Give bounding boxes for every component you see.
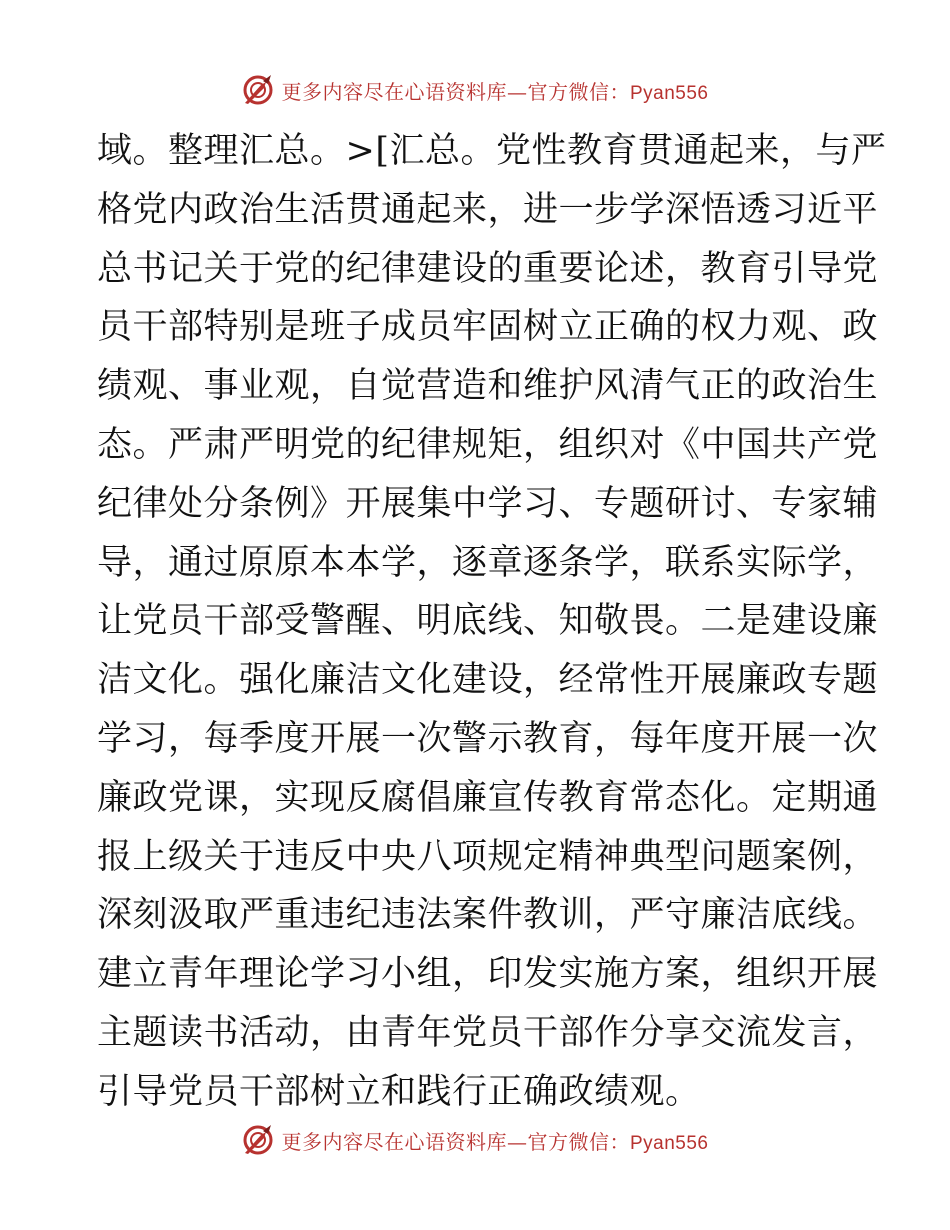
body-line: 导，通过原原本本学，逐章逐条学，联系实际学， <box>97 542 879 583</box>
body-line: 域。整理汇总。>[汇总。党性教育贯通起来，与严 <box>97 131 887 171</box>
body-line: 格党内政治生活贯通起来，进一步学深悟透习近平 <box>97 189 879 230</box>
body-line: 总书记关于党的纪律建设的重要论述，教育引导党 <box>97 248 879 289</box>
banner-wechat-id: Pyan556 <box>629 82 709 104</box>
body-line: 让党员干部受警醒、明底线、知敬畏。二是建设廉 <box>97 601 879 642</box>
body-line: 廉政党课，实现反腐倡廉宣传教育常态化。定期通 <box>97 777 879 818</box>
body-line: 报上级关于违反中央八项规定精神典型问题案例， <box>97 836 879 877</box>
quill-pen-circle-icon <box>241 1123 275 1157</box>
banner-wechat-id: Pyan556 <box>629 1132 709 1154</box>
body-line: 绩观、事业观，自觉营造和维护风清气正的政治生 <box>97 366 879 407</box>
body-line: 洁文化。强化廉洁文化建设，经常性开展廉政专题 <box>97 660 879 701</box>
body-line: 学习，每季度开展一次警示教育，每年度开展一次 <box>97 718 879 759</box>
banner-text <box>281 1126 708 1155</box>
body-line: 建立青年理论学习小组，印发实施方案，组织开展 <box>97 954 879 995</box>
body-line: 态。严肃严明党的纪律规矩，组织对《中国共产党 <box>97 424 879 465</box>
body-line: 深刻汲取严重违纪违法案件教训，严守廉洁底线。 <box>97 895 879 936</box>
body-line: 员干部特别是班子成员牢固树立正确的权力观、政 <box>97 307 879 348</box>
quill-pen-circle-icon <box>241 73 275 107</box>
body-line: 主题读书活动，由青年党员干部作分享交流发言， <box>97 1012 879 1053</box>
body-line: 引导党员干部树立和践行正确政绩观。 <box>97 1071 701 1112</box>
body-line: 纪律处分条例》开展集中学习、专题研讨、专家辅 <box>97 483 879 524</box>
banner-text-red: 更多内容尽在心语资料库—官方微信： <box>281 1129 630 1154</box>
banner-text-red: 更多内容尽在心语资料库—官方微信： <box>281 79 630 104</box>
document-body <box>97 122 887 1122</box>
banner-text <box>281 76 708 105</box>
header-banner <box>0 70 950 110</box>
footer-banner <box>0 1120 950 1160</box>
